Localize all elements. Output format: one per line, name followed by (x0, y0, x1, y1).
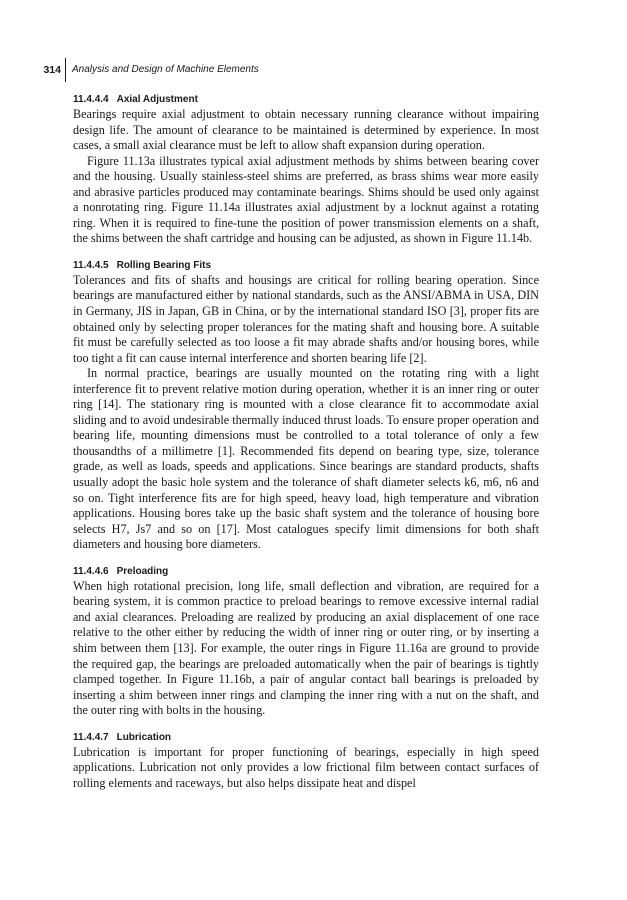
section-title: Preloading (116, 565, 169, 577)
section-number: 11.4.4.7 (73, 731, 109, 743)
running-title: Analysis and Design of Machine Elements (72, 64, 259, 75)
section-heading (73, 731, 539, 745)
header-divider (65, 58, 66, 82)
paragraph: When high rotational precision, long life, small deflection and vibration, are required for a bearing system, it is common practice to preload bearings to remove excessive internal radial and axial clearances. Preloading are realized by producing an axial displacement of one race relative to the other either by reducing the width of inner ring or outer ring, or by inserting a shim between them [13]. For example, the outer rings in Figure 11.16a are ground to provide the required gap, the bearings are preloaded automatically when the pair of bearings is tightly clamped together. In Figure 11.16b, a pair of angular contact ball bearings is preloaded by inserting a shim between inner rings and clamping the inner ring with a nut on the shaft, and the outer ring with bolts in the housing. (73, 578, 539, 718)
paragraph: Tolerances and fits of shafts and housings are critical for rolling bearing operation. Since bearings are manufactured either by national standards, such as the ANSI/ABMA in USA, DIN in Germany, JIS in Japan, GB in China, or by the international standard ISO [3], proper fits are obtained only by selecting proper tolerances for the mating shaft and housing bore. A suitable fit must be carefully selected as too loose a fit may abrade shafts and/or housing bores, while too tight a fit can cause internal interference and shorten bearing life [2]. (73, 272, 539, 365)
page-number: 314 (43, 64, 61, 76)
running-header (35, 58, 575, 82)
paragraph: Bearings require axial adjustment to obtain necessary running clearance without impairing design life. The amount of clearance to be maintained is determined by experience. In most cases, a small axial clearance must be left to allow shaft expansion during operation. (73, 107, 539, 153)
section-title: Lubrication (116, 731, 172, 743)
page-body (73, 93, 539, 803)
section-title: Axial Adjustment (116, 94, 198, 105)
paragraph: Figure 11.13a illustrates typical axial adjustment methods by shims between bearing cover and the housing. Usually stainless-steel shims are preferred, as brass shims wear more easily and abrasive particles produced may contaminate bearings. Shims should be used only against a nonrotating ring. Figure 11.14a illustrates axial adjustment by a locknut against a rotating ring. When it is required to fine-tune the position of power transmission elements on a shaft, the shims between the shaft cartridge and housing can be adjusted, as shown in Figure 11.14b. (73, 153, 539, 246)
paragraph: Lubrication is important for proper functioning of bearings, especially in high speed applications. Lubrication not only provides a low frictional film between contact surfaces of rolling elements and raceways, but also helps dissipate heat and dispel (73, 744, 539, 790)
section-heading (73, 93, 539, 107)
section-heading (73, 259, 539, 273)
paragraph: In normal practice, bearings are usually mounted on the rotating ring with a light interference fit to prevent relative motion during operation, whether it is an inner ring or outer ring [14]. The stationary ring is mounted with a close clearance fit to accommodate axial sliding and to avoid undesirable thermally induced thrust loads. To ensure proper operation and bearing life, mounting dimensions must be controlled to a total tolerance of only a few thousandths of a millimetre [1]. Recommended fits depend on bearing type, size, tolerance grade, as well as loads, speeds and applications. Since bearings are standard products, shafts usually adopt the basic hole system and the tolerance of shaft diameter selects k6, m6, n6 and so on. Tight interference fits are for high speed, heavy load, high temperature and vibration applications. Housing bores take up the basic shaft system and the tolerance of housing bore selects H7, Js7 and so on [17]. Most catalogues specify limit dimensions for both shaft diameters and housing bore diameters. (73, 366, 539, 552)
section-title: Rolling Bearing Fits (116, 259, 212, 271)
section-axial-adjustment (73, 93, 539, 247)
section-lubrication (73, 731, 539, 792)
section-heading (73, 565, 539, 579)
section-number: 11.4.4.6 (73, 565, 109, 577)
section-rolling-bearing-fits (73, 259, 539, 553)
section-number: 11.4.4.4 (73, 94, 109, 105)
section-number: 11.4.4.5 (73, 259, 109, 271)
section-preloading (73, 565, 539, 719)
